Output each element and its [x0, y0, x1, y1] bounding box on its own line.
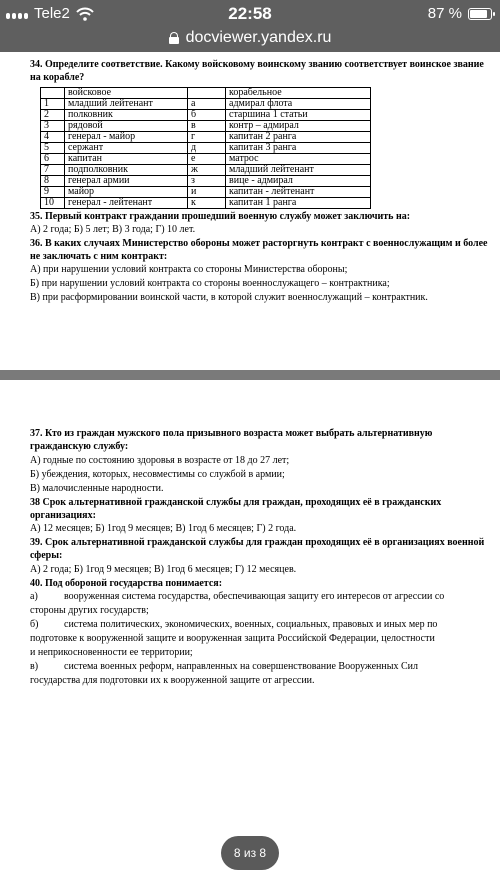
- question-35-answers: А) 2 года; Б) 5 лет; В) 3 года; Г) 10 лет.: [30, 223, 196, 235]
- table-cell: капитан 3 ранга: [226, 142, 371, 153]
- table-cell: к: [188, 197, 226, 208]
- table-cell: [188, 87, 226, 98]
- table-row: [41, 197, 371, 208]
- table-header-row: [41, 87, 371, 98]
- table-cell: корабельное: [226, 87, 371, 98]
- table-row: [41, 131, 371, 142]
- table-cell: капитан 1 ранга: [226, 197, 371, 208]
- question-37-option: Б) убеждения, которых, несовместимы со службой в армии;: [30, 468, 285, 480]
- table-cell: 10: [41, 197, 65, 208]
- table-row: [41, 153, 371, 164]
- table-cell: матрос: [226, 153, 371, 164]
- table-cell: в: [188, 120, 226, 131]
- table-cell: рядовой: [65, 120, 188, 131]
- table-cell: 8: [41, 175, 65, 186]
- table-row: [41, 98, 371, 109]
- table-cell: полковник: [65, 109, 188, 120]
- table-cell: младший лейтенант: [65, 98, 188, 109]
- table-cell: д: [188, 142, 226, 153]
- table-row: [41, 142, 371, 153]
- table-row: [41, 164, 371, 175]
- option-continuation: подготовке к вооруженной защите и вооруженная защита Российской Федерации, целостности: [30, 633, 435, 645]
- question-38-answers: А) 12 месяцев; Б) 1год 9 месяцев; В) 1год 6 месяцев; Г) 2 года.: [30, 523, 297, 535]
- table-cell: 4: [41, 131, 65, 142]
- lock-icon: [169, 32, 179, 44]
- table-cell: е: [188, 153, 226, 164]
- table-cell: генерал - майор: [65, 131, 188, 142]
- table-cell: и: [188, 186, 226, 197]
- question-36-option: Б) при нарушении условий контракта со стороны военнослужащего – контрактника;: [30, 278, 390, 290]
- table-cell: генерал армии: [65, 175, 188, 186]
- question-38-title: 38 Срок альтернативной гражданской службы для граждан, проходящих её в гражданских организациях:: [30, 496, 442, 521]
- table-cell: капитан: [65, 153, 188, 164]
- table-cell: з: [188, 175, 226, 186]
- table-cell: старшина 1 статьи: [226, 109, 371, 120]
- option-continuation: и неприкосновенности ее территории;: [30, 647, 193, 659]
- table-cell: генерал - лейтенант: [65, 197, 188, 208]
- battery-percent: 87 %: [427, 5, 462, 22]
- table-cell: б: [188, 109, 226, 120]
- status-bar: [0, 0, 500, 26]
- carrier-label: Tele2: [34, 5, 70, 22]
- option-continuation: стороны других государств;: [30, 605, 149, 617]
- question-37-option: В) малочисленные народности.: [30, 482, 164, 494]
- table-cell: 9: [41, 186, 65, 197]
- question-40-option: в) система военных реформ, направленных на совершенствование Вооруженных Сил: [30, 661, 418, 673]
- table-cell: капитан - лейтенант: [226, 186, 371, 197]
- table-row: [41, 186, 371, 197]
- table-cell: 5: [41, 142, 65, 153]
- question-37-title: 37. Кто из граждан мужского пола призывного возраста может выбрать альтернативную гражданскую службу:: [30, 428, 433, 453]
- question-39-answers: А) 2 года; Б) 1год 9 месяцев; В) 1год 6 месяцев; Г) 12 месяцев.: [30, 563, 297, 575]
- table-row: [41, 120, 371, 131]
- table-cell: 7: [41, 164, 65, 175]
- page-indicator[interactable]: 8 из 8: [221, 836, 279, 870]
- table-cell: адмирал флота: [226, 98, 371, 109]
- table-cell: майор: [65, 186, 188, 197]
- question-37-option: А) годные по состоянию здоровья в возрасте от 18 до 27 лет;: [30, 454, 290, 466]
- table-cell: г: [188, 131, 226, 142]
- table-cell: младший лейтенант: [226, 164, 371, 175]
- rank-matching-table: [40, 87, 371, 209]
- table-cell: ж: [188, 164, 226, 175]
- table-cell: капитан 2 ранга: [226, 131, 371, 142]
- table-cell: сержант: [65, 142, 188, 153]
- table-cell: подполковник: [65, 164, 188, 175]
- table-row: [41, 109, 371, 120]
- battery: [428, 5, 492, 22]
- question-40-title: 40. Под обороной государства понимается:: [30, 577, 223, 589]
- question-34-title: 34. Определите соответствие. Какому войсковому воинскому званию соответствует воинское звание на корабле?: [30, 59, 484, 84]
- question-40-options: [30, 590, 486, 688]
- address-bar[interactable]: [0, 26, 500, 50]
- table-cell: войсковое: [65, 87, 188, 98]
- question-40-option: а) вооруженная система государства, обеспечивающая защиту его интересов от агрессии со: [30, 591, 445, 603]
- table-row: [41, 175, 371, 186]
- question-40-option: б) система политических, экономических, военных, социальных, правовых и иных мер по: [30, 619, 438, 631]
- table-cell: [41, 87, 65, 98]
- question-39-title: 39. Срок альтернативной гражданской службы для граждан проходящих её в организациях военной сферы:: [30, 537, 485, 562]
- table-cell: 2: [41, 109, 65, 120]
- url-text: docviewer.yandex.ru: [185, 29, 332, 46]
- browser-top-bar: [0, 0, 500, 52]
- table-cell: 1: [41, 98, 65, 109]
- table-cell: 6: [41, 153, 65, 164]
- battery-icon: [468, 8, 492, 20]
- option-continuation: государства для подготовки их к вооруженной защите от агрессии.: [30, 675, 315, 687]
- battery-fill: [470, 10, 487, 18]
- document-page-8: [0, 380, 500, 889]
- table-cell: 3: [41, 120, 65, 131]
- question-36-option: А) при нарушении условий контракта со стороны Министерства обороны;: [30, 264, 348, 276]
- table-cell: вице - адмирал: [226, 175, 371, 186]
- question-36-option: В) при расформировании воинской части, в которой служит военнослужащий – контрактник.: [30, 292, 428, 304]
- question-36-title: 36. В каких случаях Министерство обороны может расторгнуть контракт с военнослужащим и более не заключать с ним контракт:: [30, 237, 488, 263]
- table-cell: а: [188, 98, 226, 109]
- clock: 22:58: [228, 4, 272, 23]
- document-page-7: [0, 52, 500, 370]
- table-cell: контр – адмирал: [226, 120, 371, 131]
- question-35-title: 35. Первый контракт граждании прошедший военную службу может заключить на:: [30, 210, 411, 222]
